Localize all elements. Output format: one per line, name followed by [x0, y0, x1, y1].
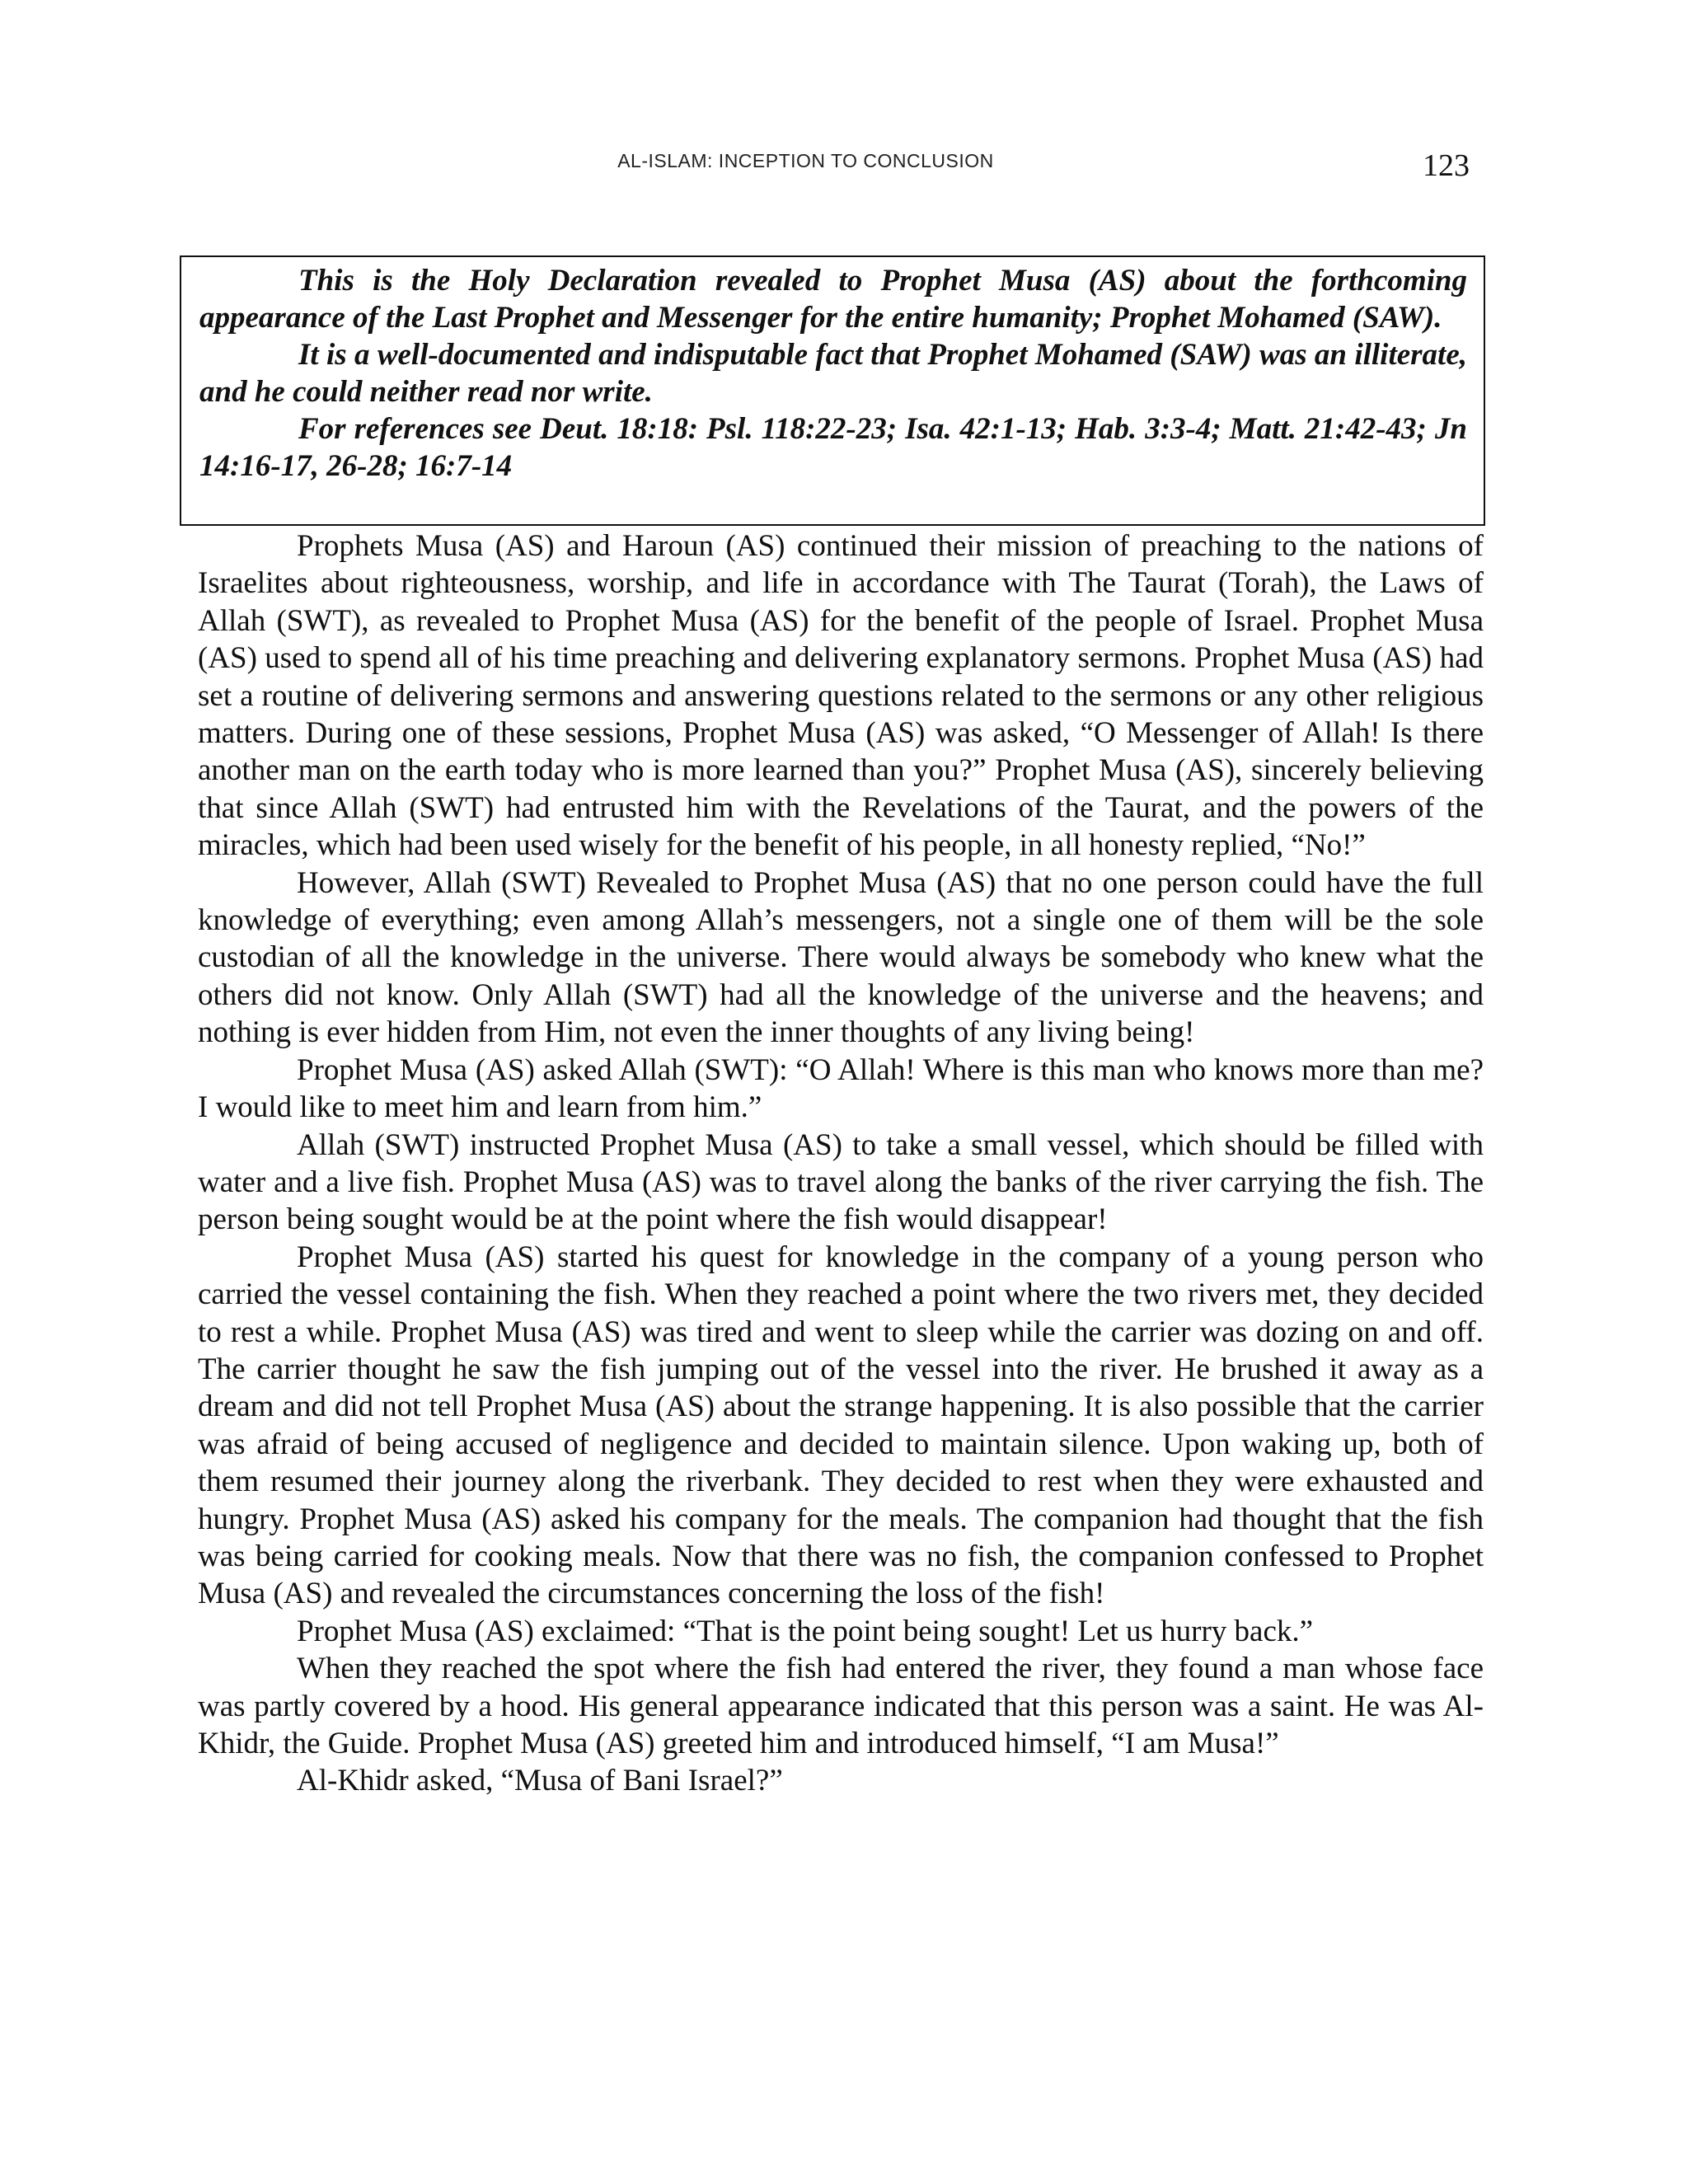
callout-paragraph: For references see Deut. 18:18: Psl. 118:22-23; Isa. 42:1-13; Hab. 3:3-4; Matt. 21:42-43; Jn 14:16-17, 26-28; 16:7-14	[199, 412, 1467, 483]
body-text	[198, 527, 1484, 1800]
body-paragraph: When they reached the spot where the fish had entered the river, they found a man whose face was partly covered by a hood. His general appearance indicated that this person was a saint. He was Al-Khidr, the Guide. Prophet Musa (AS) greeted him and introduced himself, “I am Musa!”	[198, 1652, 1484, 1760]
body-paragraph: However, Allah (SWT) Revealed to Prophet Musa (AS) that no one person could have the full knowledge of everything; even among Allah’s messengers, not a single one of them will be the sole custodian of all the knowledge in the universe. There would always be somebody who knew what the others did not know. Only Allah (SWT) had all the knowledge of the universe and the heavens; and nothing is ever hidden from Him, not even the inner thoughts of any living being!	[198, 865, 1484, 1050]
body-paragraph: Prophet Musa (AS) exclaimed: “That is the point being sought! Let us hurry back.”	[297, 1614, 1314, 1648]
body-paragraph: Prophet Musa (AS) asked Allah (SWT): “O Allah! Where is this man who knows more than me? I would like to meet him and learn from him.”	[198, 1052, 1484, 1125]
running-title: AL-ISLAM: INCEPTION TO CONCLUSION	[617, 150, 994, 171]
callout-paragraph: It is a well-documented and indisputable fact that Prophet Mohamed (SAW) was an illiterate, and he could neither read nor write.	[199, 338, 1467, 409]
page-number: 123	[1423, 148, 1470, 183]
body-paragraph: Prophet Musa (AS) started his quest for knowledge in the company of a young person who carried the vessel containing the fish. When they reached a point where the two rivers met, they decided to rest a while. Prophet Musa (AS) was tired and went to sleep while the carrier was dozing on and off. The carrier thought he saw the fish jumping out of the vessel into the river. He brushed it away as a dream and did not tell Prophet Musa (AS) about the strange happening. It is also possible that the carrier was afraid of being accused of negligence and decided to maintain silence. Upon waking up, both of them resumed their journey along the riverbank. They decided to rest when they were exhausted and hungry. Prophet Musa (AS) asked his company for the meals. The companion had thought that the fish was being carried for cooking meals. Now that there was no fish, the companion confessed to Prophet Musa (AS) and revealed the circumstances concerning the loss of the fish!	[198, 1240, 1484, 1611]
page-header	[0, 147, 1688, 196]
callout-box	[180, 255, 1485, 526]
callout-paragraph: This is the Holy Declaration revealed to Prophet Musa (AS) about the forthcoming appearance of the Last Prophet and Messenger for the entire humanity; Prophet Mohamed (SAW).	[199, 264, 1467, 335]
body-paragraph: Al-Khidr asked, “Musa of Bani Israel?”	[297, 1764, 783, 1798]
body-paragraph: Prophets Musa (AS) and Haroun (AS) continued their mission of preaching to the nations of Israelites about righteousness, worship, and life in accordance with The Taurat (Torah), the Laws of Allah (SWT), as revealed to Prophet Musa (AS) for the benefit of the people of Israel. Prophet Musa (AS) used to spend all of his time preaching and delivering explanatory sermons. Prophet Musa (AS) had set a routine of delivering sermons and answering questions related to the sermons or any other religious matters. During one of these sessions, Prophet Musa (AS) was asked, “O Messenger of Allah! Is there another man on the earth today who is more learned than you?” Prophet Musa (AS), sincerely believing that since Allah (SWT) had entrusted him with the Revelations of the Taurat, and the powers of the miracles, which had been used wisely for the benefit of his people, in all honesty replied, “No!”	[198, 529, 1484, 863]
body-paragraph: Allah (SWT) instructed Prophet Musa (AS) to take a small vessel, which should be filled with water and a live fish. Prophet Musa (AS) was to travel along the banks of the river carrying the fish. The person being sought would be at the point where the fish would disappear!	[198, 1127, 1484, 1237]
